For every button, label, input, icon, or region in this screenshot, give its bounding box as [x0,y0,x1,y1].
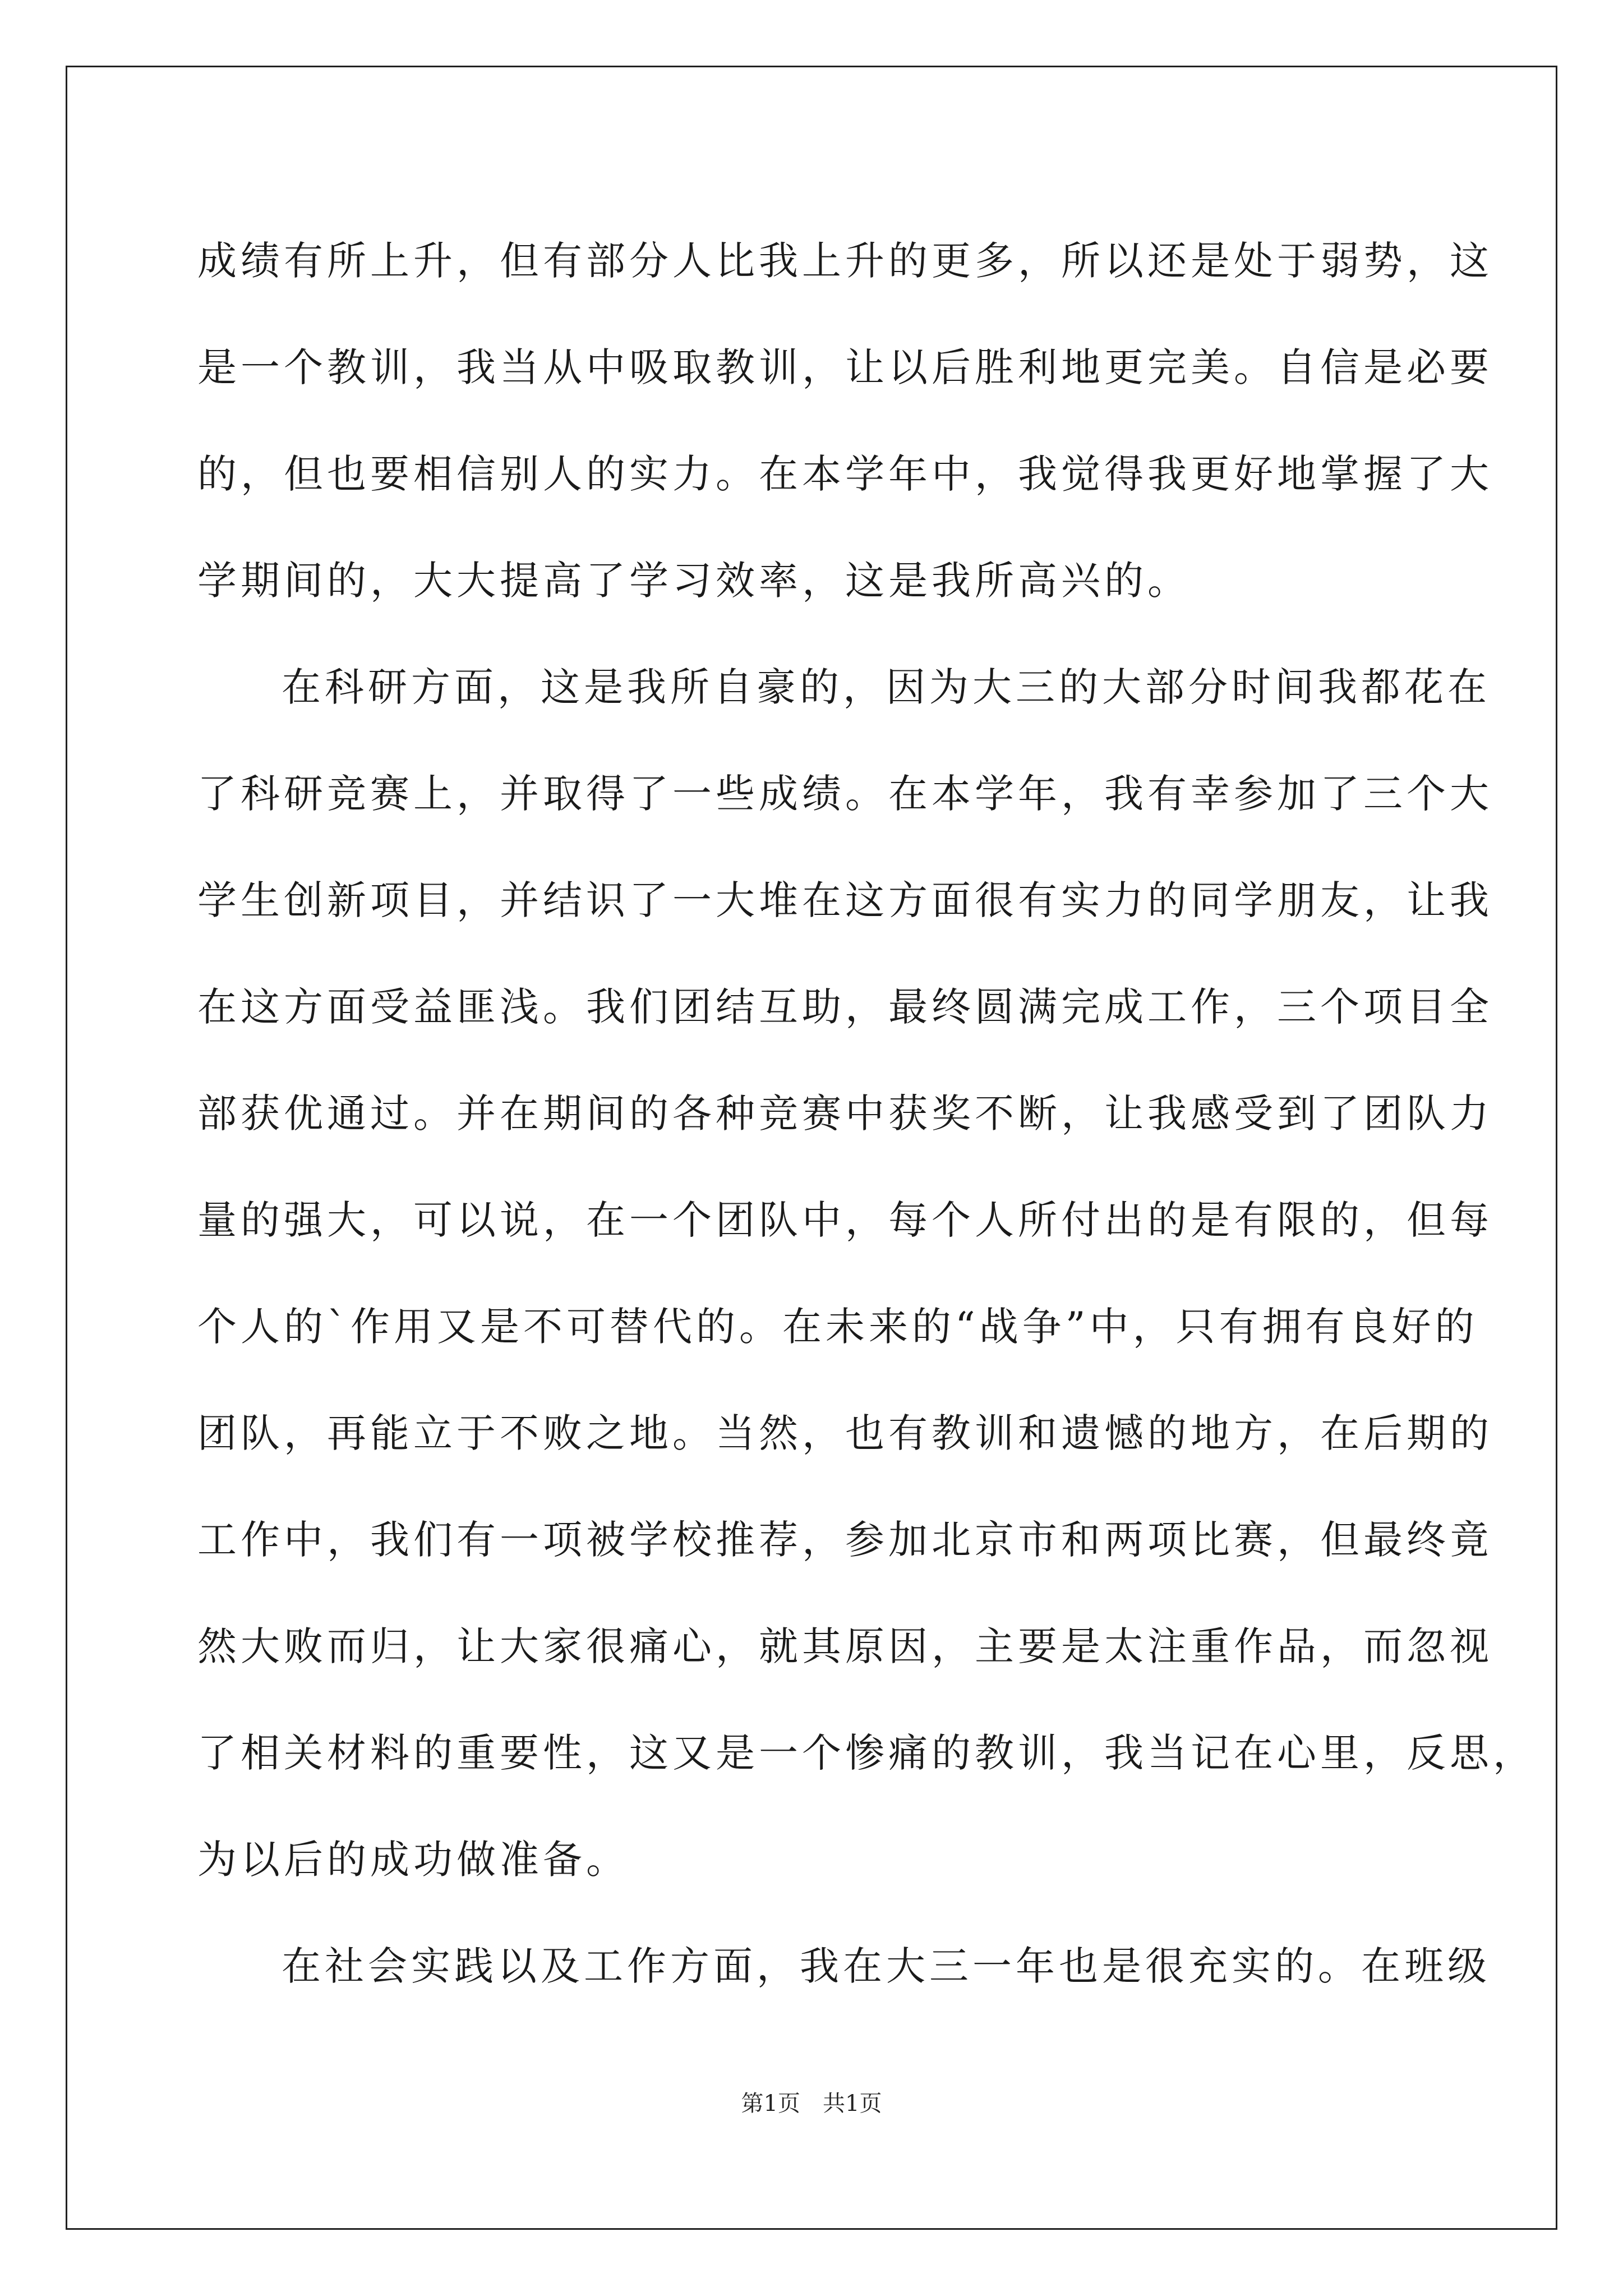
text-line-14: 然大败而归，让大家很痛心，就其原因，主要是太注重作品，而忽视 [197,1623,1493,1669]
text-line-10: 量的强大，可以说，在一个团队中，每个人所付出的是有限的，但每 [197,1197,1493,1243]
text-line-1: 成绩有所上升，但有部分人比我上升的更多，所以还是处于弱势，这 [197,238,1493,284]
text-line-2: 是一个教训，我当从中吸取教训，让以后胜利地更完美。自信是必要 [197,344,1493,390]
text-line-16: 为以后的成功做准备。 [197,1837,629,1883]
text-line-8: 在这方面受益匪浅。我们团结互助，最终圆满完成工作，三个项目全 [197,984,1493,1030]
text-line-7: 学生创新项目，并结识了一大堆在这方面很有实力的同学朋友，让我 [197,877,1493,923]
text-line-12: 团队，再能立于不败之地。当然，也有教训和遗憾的地方，在后期的 [197,1410,1493,1456]
text-line-17: 在社会实践以及工作方面，我在大三一年也是很充实的。在班级 [282,1943,1491,1989]
text-line-11: 个人的`作用又是不可替代的。在未来的“战争”中，只有拥有良好的 [197,1304,1478,1350]
text-line-15: 了相关材料的重要性，这又是一个惨痛的教训，我当记在心里，反思， [197,1730,1536,1776]
text-line-4: 学期间的，大大提高了学习效率，这是我所高兴的。 [197,558,1191,604]
text-line-9: 部获优通过。并在期间的各种竞赛中获奖不断，让我感受到了团队力 [197,1091,1493,1137]
page-number: 第1页 共1页 [741,2091,882,2116]
text-line-3: 的，但也要相信别人的实力。在本学年中，我觉得我更好地掌握了大 [197,451,1493,497]
text-line-6: 了科研竞赛上，并取得了一些成绩。在本学年，我有幸参加了三个大 [197,771,1493,817]
text-line-5: 在科研方面，这是我所自豪的，因为大三的大部分时间我都花在 [282,664,1491,710]
document-body [197,208,1536,2019]
text-line-13: 工作中，我们有一项被学校推荐，参加北京市和两项比赛，但最终竟 [197,1517,1493,1563]
